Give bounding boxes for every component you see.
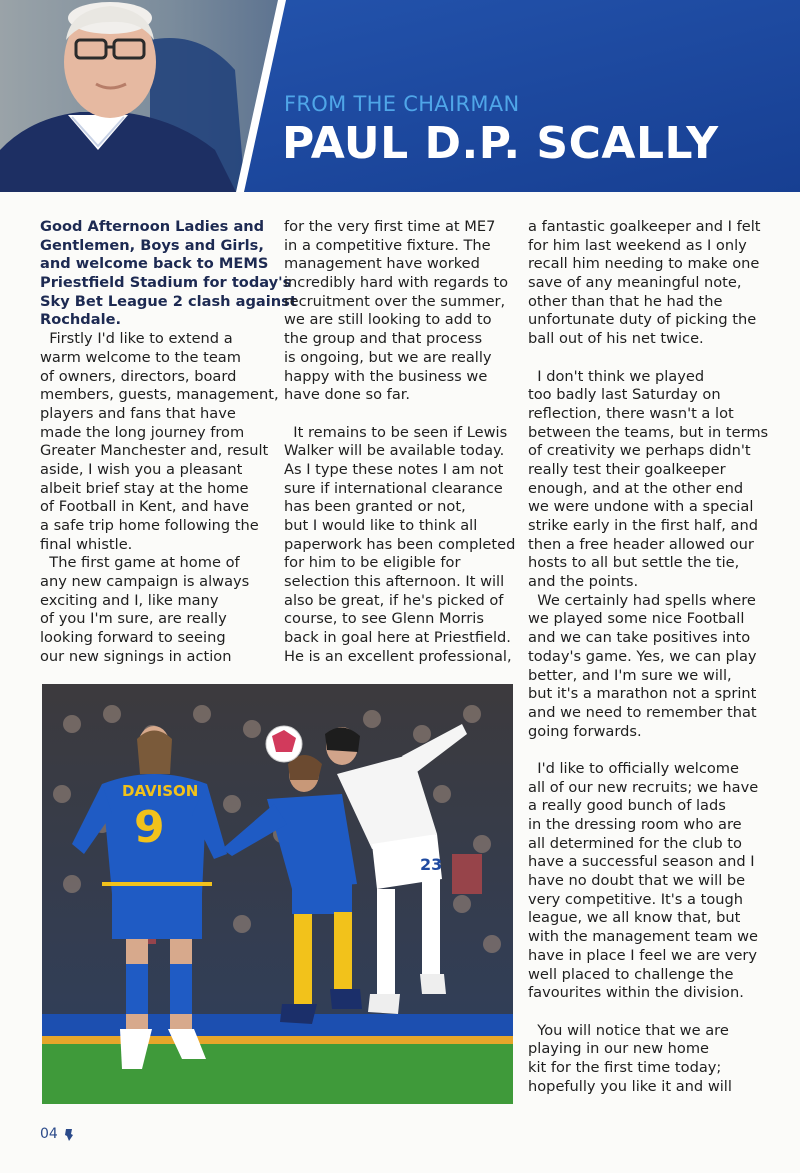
other-number-text: 23 <box>420 855 443 874</box>
article-line: It remains to be seen if Lewis <box>284 423 508 441</box>
match-photo-illustration <box>42 684 513 1104</box>
paragraph-spacer <box>284 405 516 424</box>
article-line: looking forward to seeing <box>40 629 226 647</box>
article-line: playing in our new home <box>528 1040 710 1058</box>
article-line: for him to be eligible for <box>284 554 461 572</box>
article-line: of creativity we perhaps didn't <box>528 442 751 460</box>
article-line: in a competitive fixture. The <box>284 236 491 254</box>
article-line: reflection, there wasn't a lot <box>528 404 734 422</box>
article-line: all of our new recruits; we have <box>528 778 759 796</box>
article-line: Gentlemen, Boys and Girls, <box>40 236 264 254</box>
article-column-2 <box>284 218 516 667</box>
match-photo <box>42 684 513 1104</box>
article-line: very competitive. It's a tough <box>528 890 744 908</box>
article-line: league, we all know that, but <box>528 909 741 927</box>
article-line: recall him needing to make one <box>528 255 760 273</box>
article-line: with the management team we <box>528 928 759 946</box>
article-line: we played some nice Football <box>528 610 745 628</box>
article-line: aside, I wish you a pleasant <box>40 460 243 478</box>
article-line: strike early in the first half, and <box>528 517 758 534</box>
article-line: the group and that process <box>284 330 483 348</box>
article-line: a fantastic goalkeeper and I felt <box>528 218 761 235</box>
article-line: enough, and at the other end <box>528 479 744 497</box>
chairman-header <box>0 0 800 192</box>
article-line: also be great, if he's picked of <box>284 591 504 609</box>
article-line: and welcome back to MEMS <box>40 255 269 273</box>
article-line: have no doubt that we will be <box>528 872 746 890</box>
article-line: Firstly I'd like to extend a <box>40 330 233 348</box>
article-line: well placed to challenge the <box>528 965 734 983</box>
article-line: management have worked <box>284 255 480 273</box>
article-line: has been granted or not, <box>284 498 466 516</box>
article-line: is ongoing, but we are really <box>284 348 492 366</box>
article-line: we are still looking to add to <box>284 311 492 329</box>
article-line: save of any meaningful note, <box>528 274 742 292</box>
article-line: a really good bunch of lads <box>528 797 726 815</box>
article-line: between the teams, but in terms <box>528 423 769 441</box>
article-line: Priestfield Stadium for today's <box>40 274 292 292</box>
article-line: Rochdale. <box>40 311 122 329</box>
article-line: and the points. <box>528 573 639 591</box>
article-line: in the dressing room who are <box>528 816 742 833</box>
player-number-text: 9 <box>134 802 165 853</box>
article-line: of owners, directors, board <box>40 367 237 385</box>
article-line: members, guests, management, <box>40 386 279 404</box>
article-line: You will notice that we are <box>528 1021 729 1039</box>
article-line: warm welcome to the team <box>40 348 241 366</box>
article-line: all determined for the club to <box>528 834 742 852</box>
article-line: of you I'm sure, are really <box>40 610 227 628</box>
article-line: Walker will be available today. <box>284 442 505 460</box>
article-line: and we need to remember that <box>528 703 757 721</box>
article-line: ball out of his net twice. <box>528 330 704 348</box>
article-line: exciting and I, like many <box>40 591 219 609</box>
article-line: unfortunate duty of picking the <box>528 311 757 329</box>
article-line: sure if international clearance <box>284 479 503 497</box>
article-line: course, to see Glenn Morris <box>284 610 484 628</box>
article-column-3 <box>528 218 769 1096</box>
article-line: any new campaign is always <box>40 573 250 591</box>
article-line: Good Afternoon Ladies and <box>40 218 265 235</box>
club-mark-icon <box>64 1128 74 1142</box>
article-line: albeit brief stay at the home <box>40 479 249 497</box>
article-line: made the long journey from <box>40 423 245 441</box>
article-line: players and fans that have <box>40 404 236 422</box>
article-line: going forwards. <box>528 722 642 740</box>
article-line: better, and I'm sure we will, <box>528 666 732 684</box>
header-kicker: FROM THE CHAIRMAN <box>284 92 520 116</box>
article-column-1 <box>40 218 297 667</box>
article-line: Greater Manchester and, result <box>40 442 269 460</box>
article-line: hosts to all but settle the tie, <box>528 554 740 572</box>
article-line: We certainly had spells where <box>528 591 756 609</box>
article-line: have done so far. <box>284 386 411 404</box>
paragraph-spacer <box>528 349 760 368</box>
article-line: recruitment over the summer, <box>284 292 506 310</box>
page-title: PAUL D.P. SCALLY <box>282 118 719 169</box>
article-line: I'd like to officially welcome <box>528 759 740 777</box>
article-line: today's game. Yes, we can play <box>528 647 757 665</box>
article-line: incredibly hard with regards to <box>284 274 509 292</box>
article-line: As I type these notes I am not <box>284 460 504 478</box>
article-line: final whistle. <box>40 535 133 553</box>
article-line: then a free header allowed our <box>528 535 754 553</box>
article-line: selection this afternoon. It will <box>284 573 505 591</box>
article-line: too badly last Saturday on <box>528 386 721 404</box>
article-line: paperwork has been completed <box>284 535 516 553</box>
article-line: have a successful season and I <box>528 853 755 871</box>
article-line: He is an excellent professional, <box>284 647 512 665</box>
article-line: I don't think we played <box>528 367 705 385</box>
article-line: back in goal here at Priestfield. <box>284 629 511 647</box>
article-line: of Football in Kent, and have <box>40 498 250 516</box>
article-line: have in place I feel we are very <box>528 946 758 964</box>
article-line: we were undone with a special <box>528 498 754 516</box>
article-line: our new signings in action <box>40 647 232 665</box>
article-line: for the very first time at ME7 <box>284 218 496 235</box>
football <box>266 726 302 762</box>
paragraph-spacer <box>528 1003 760 1022</box>
article-line: and we can take positives into <box>528 629 751 647</box>
article-line: a safe trip home following the <box>40 517 259 534</box>
article-line: really test their goalkeeper <box>528 460 726 478</box>
article-line: but it's a marathon not a sprint <box>528 685 757 703</box>
article-line: for him last weekend as I only <box>528 236 747 254</box>
article-line: hopefully you like it and will <box>528 1077 732 1095</box>
article-line: happy with the business we <box>284 367 488 385</box>
player-name-text: DAVISON <box>122 782 199 800</box>
paragraph-spacer <box>528 741 760 760</box>
article-line: other than that he had the <box>528 292 723 310</box>
article-line: The first game at home of <box>40 554 240 572</box>
article-line: but I would like to think all <box>284 517 478 534</box>
page-number: 04 <box>40 1126 58 1142</box>
article-line: favourites within the division. <box>528 984 744 1002</box>
article-line: Sky Bet League 2 clash against <box>40 292 297 310</box>
article-line: kit for the first time today; <box>528 1058 722 1076</box>
